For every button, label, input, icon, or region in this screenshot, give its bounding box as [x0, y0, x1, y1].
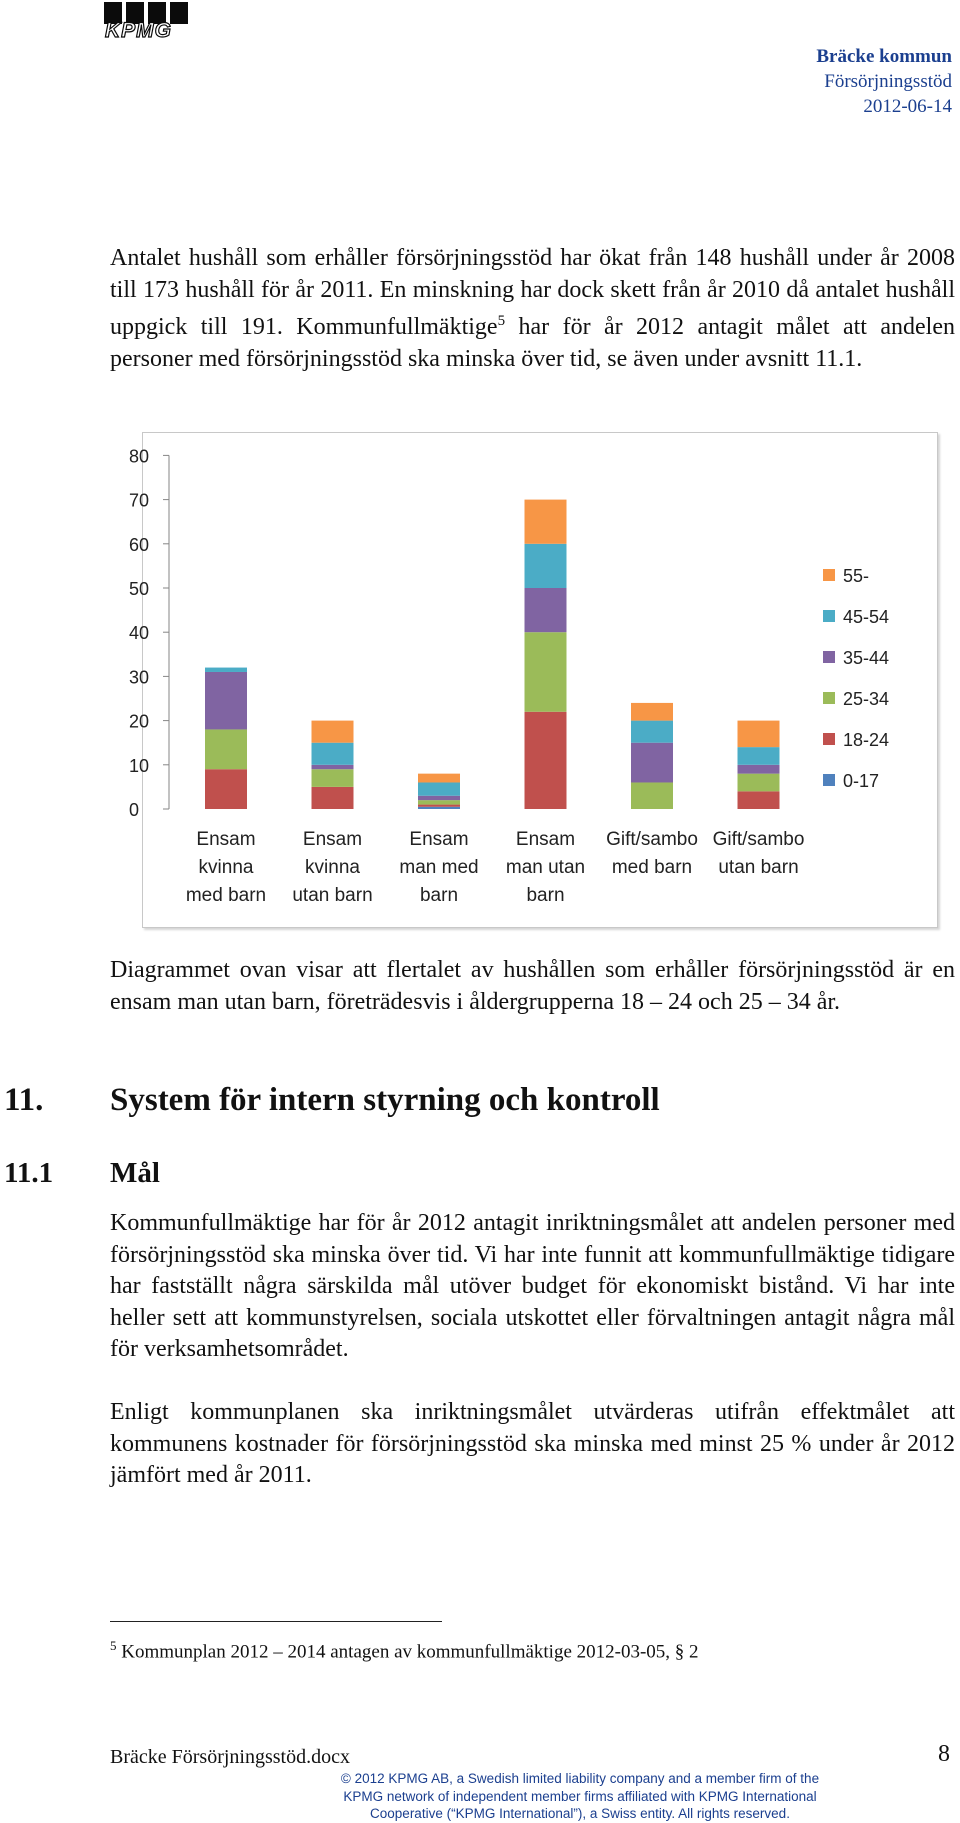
section-title: System för intern styrning och kontroll [110, 1082, 660, 1118]
intro-text-2: har för år 2012 antagit målet att andelen personer med försörjningsstöd ska minska över tid, se även under avsnitt 11.1. [110, 314, 955, 372]
x-category-label: Gift/sambo [606, 829, 698, 850]
bar-segment [525, 544, 567, 588]
bar-segment [205, 668, 247, 672]
footnote [110, 1634, 699, 1664]
bar-segment [738, 791, 780, 809]
x-category-label: man utan [505, 857, 586, 878]
footnote-mark: 5 [110, 1638, 117, 1653]
bar-segment [631, 782, 673, 809]
legend-label: 25-34 [843, 689, 890, 709]
x-category-label: Ensam [409, 829, 469, 850]
x-category-label: med barn [185, 885, 267, 906]
legend-swatch [823, 651, 835, 663]
section-number: 11. [4, 1082, 44, 1118]
x-category-label: kvinna [198, 857, 254, 878]
kpmg-logo-text: KPMG [105, 19, 172, 42]
x-category-label: Gift/sambo [712, 829, 805, 850]
y-tick-label: 10 [129, 755, 150, 776]
bar-segment [631, 703, 673, 721]
body-paragraph-1: Kommunfullmäktige har för år 2012 antagit inriktningsmålet att andelen personer med försörjningsstöd ska minska över tid. Vi har inte funnit att kommunfullmäktige tidigare har fastställt några särskilda mål utöver budget för ekonomiskt bistånd. Vi har inte heller sett att kommunstyrelsen, sociala utskottet eller förvaltningen antagit några mål för verksamhetsområdet. [110, 1210, 955, 1362]
header-subject: Försörjningsstöd [824, 71, 952, 92]
bar-segment [312, 721, 354, 743]
y-tick-label: 30 [129, 667, 150, 688]
x-category-label: med barn [611, 857, 693, 878]
footnote-separator [110, 1621, 442, 1622]
copyright-notice [320, 1770, 840, 1823]
bar-segment [738, 747, 780, 765]
chart-frame [129, 432, 938, 928]
bar-segment [205, 769, 247, 809]
bar-segment [525, 632, 567, 712]
legend-label: 55- [843, 566, 870, 586]
subsection-number: 11.1 [4, 1157, 54, 1189]
x-category-label: utan barn [718, 857, 799, 878]
x-category-label: barn [419, 885, 459, 906]
bar-segment [738, 774, 780, 792]
y-tick-label: 20 [129, 711, 150, 732]
bar-segment [205, 729, 247, 769]
bar-segment [418, 796, 460, 800]
body-paragraph-2: Enligt kommunplanen ska inriktningsmålet utvärderas utifrån effektmålet att kommunens kostnader för försörjningsstöd ska minska med minst 25 % under år 2012 jämfört med år 2011. [110, 1399, 955, 1488]
subsection-title: Mål [110, 1157, 160, 1189]
header-date: 2012-06-14 [863, 96, 952, 117]
bar-segment [525, 500, 567, 544]
legend-swatch [823, 610, 835, 622]
bar-segment [312, 765, 354, 769]
bar-segment [312, 787, 354, 809]
bar-segment [631, 743, 673, 783]
x-category-label: Ensam [515, 829, 576, 850]
x-category-label: utan barn [292, 885, 373, 906]
footer-filename: Bräcke Försörjningsstöd.docx [110, 1746, 350, 1768]
y-tick-label: 70 [129, 490, 150, 511]
stacked-bar-chart [129, 433, 937, 927]
bar-segment [312, 743, 354, 765]
legend-swatch [823, 692, 835, 704]
document-header [816, 44, 952, 119]
bar-segment [418, 800, 460, 804]
x-category-label: man med [399, 857, 479, 878]
copyright-line: Cooperative (“KPMG International”), a Swiss entity. All rights reserved. [370, 1806, 790, 1821]
chart-description: Diagrammet ovan visar att flertalet av hushållen som erhåller försörjningsstöd är en ensam man utan barn, företrädesvis i åldergrupperna 18 – 24 och 25 – 34 år. [110, 957, 955, 1015]
footnote-ref[interactable]: 5 [497, 313, 506, 329]
x-category-label: Ensam [196, 829, 256, 850]
y-tick-label: 50 [129, 579, 150, 599]
footnote-text: Kommunplan 2012 – 2014 antagen av kommunfullmäktige 2012-03-05, § 2 [116, 1641, 699, 1663]
copyright-line: KPMG network of independent member firms affiliated with KPMG International [343, 1788, 817, 1804]
bar-segment [631, 721, 673, 743]
y-tick-label: 40 [129, 623, 150, 644]
legend-swatch [823, 774, 835, 786]
intro-text-1: Antalet hushåll som erhåller försörjningsstöd har ökat från 148 hushåll under år 2008 till 173 hushåll för år 2011. En minskning har dock skett från år 2010 då antalet hushåll uppgick till 191. Kommunfullmäktige [110, 245, 955, 340]
bar-segment [418, 782, 460, 795]
legend-swatch [823, 569, 835, 581]
bar-segment [525, 588, 567, 632]
bar-segment [738, 765, 780, 774]
legend-label: 18-24 [843, 730, 890, 750]
bar-segment [738, 721, 780, 748]
legend-swatch [823, 733, 835, 745]
kpmg-logo [104, 2, 206, 40]
x-category-label: kvinna [305, 857, 360, 878]
y-tick-label: 60 [129, 534, 150, 555]
intro-paragraph [110, 243, 955, 375]
bar-segment [312, 769, 354, 787]
x-category-label: barn [526, 885, 565, 906]
copyright-line: © 2012 KPMG AB, a Swedish limited liability company and a member firm of the [340, 1771, 820, 1786]
bar-segment [418, 774, 460, 783]
x-category-label: Ensam [302, 829, 363, 850]
bar-segment [418, 805, 460, 807]
page-number: 8 [938, 1741, 950, 1767]
y-tick-label: 0 [129, 800, 140, 820]
legend-label: 0-17 [843, 771, 880, 791]
legend-label: 35-44 [843, 648, 890, 668]
bar-segment [418, 807, 460, 809]
bar-segment [205, 672, 247, 729]
y-tick-label: 80 [129, 446, 150, 467]
bar-segment [525, 712, 567, 809]
header-org: Bräcke kommun [816, 46, 952, 67]
legend-label: 45-54 [843, 607, 890, 627]
